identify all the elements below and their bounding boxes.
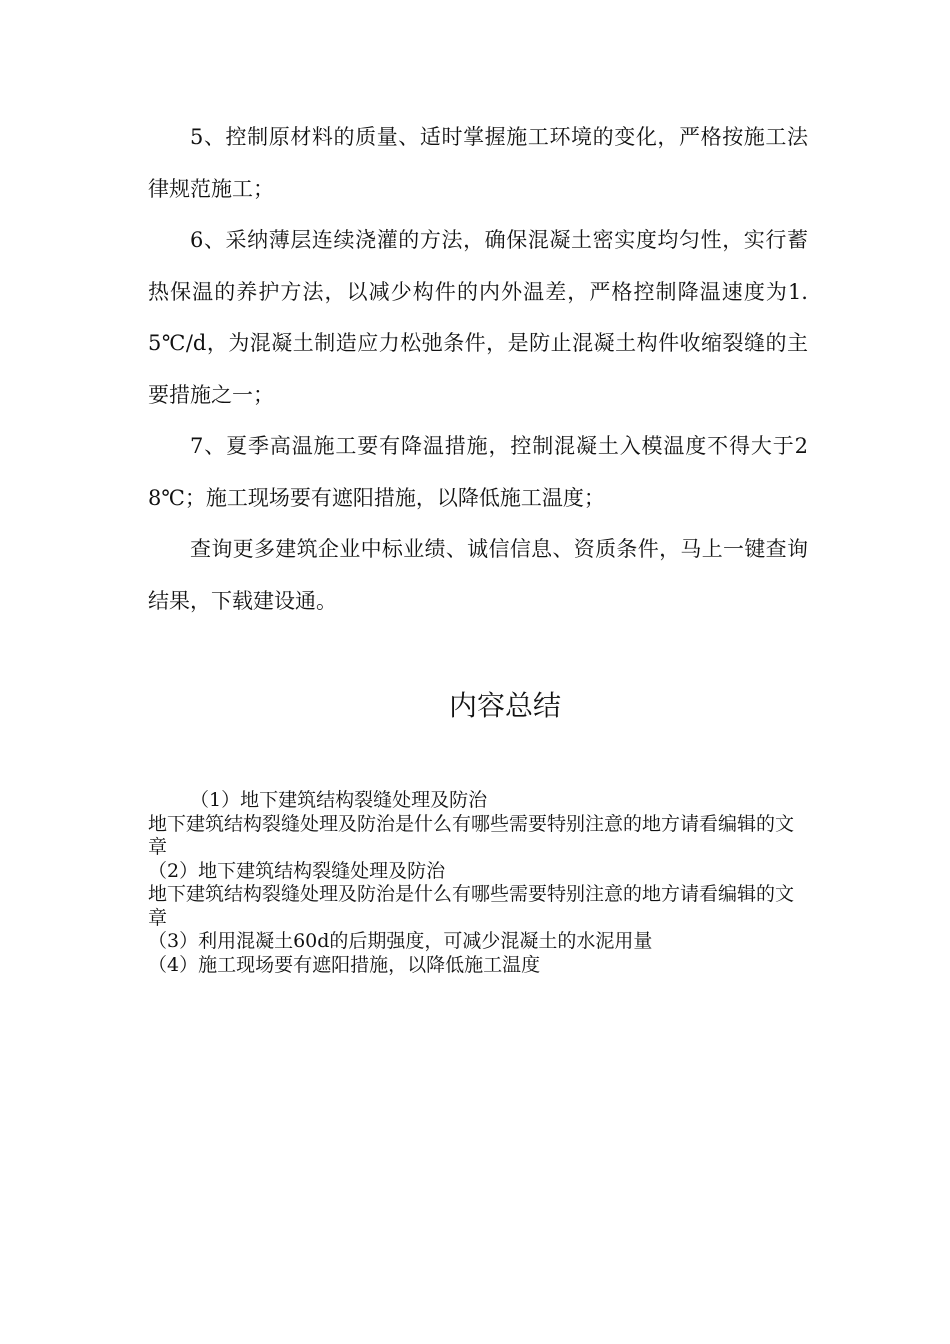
- paragraph-query-note: 查询更多建筑企业中标业绩、诚信信息、资质条件，马上一键查询结果，下载建设通。: [148, 537, 808, 613]
- summary-item-4: （4）施工现场要有遮阳措施，以降低施工温度: [148, 953, 541, 976]
- summary-item-2-heading: （2）地下建筑结构裂缝处理及防治: [148, 859, 446, 882]
- body-text: [148, 112, 808, 627]
- paragraph-item-7: 7、夏季高温施工要有降温措施，控制混凝土入模温度不得大于28℃；施工现场要有遮阳措施，以降低施工温度；: [148, 434, 808, 510]
- summary-title: 内容总结: [448, 689, 561, 722]
- summary-item-1-heading: （1）地下建筑结构裂缝处理及防治: [190, 789, 488, 811]
- summary-item-1-text: 地下建筑结构裂缝处理及防治是什么有哪些需要特别注意的地方请看编辑的文章: [148, 812, 795, 858]
- paragraph-item-6: 6、采纳薄层连续浇灌的方法，确保混凝土密实度均匀性，实行蓄热保温的养护方法，以减少构件的内外温差，严格控制降温速度为1.5℃/d，为混凝土制造应力松弛条件，是防止混凝土构件收缩裂缝的主要措施之一；: [148, 228, 808, 407]
- summary-item-2-text: 地下建筑结构裂缝处理及防治是什么有哪些需要特别注意的地方请看编辑的文章: [148, 883, 795, 929]
- summary-list: [148, 789, 808, 977]
- summary-item-3: （3）利用混凝土60d的后期强度，可减少混凝土的水泥用量: [148, 930, 653, 952]
- paragraph-item-5: 5、控制原材料的质量、适时掌握施工环境的变化，严格按施工法律规范施工；: [148, 125, 808, 201]
